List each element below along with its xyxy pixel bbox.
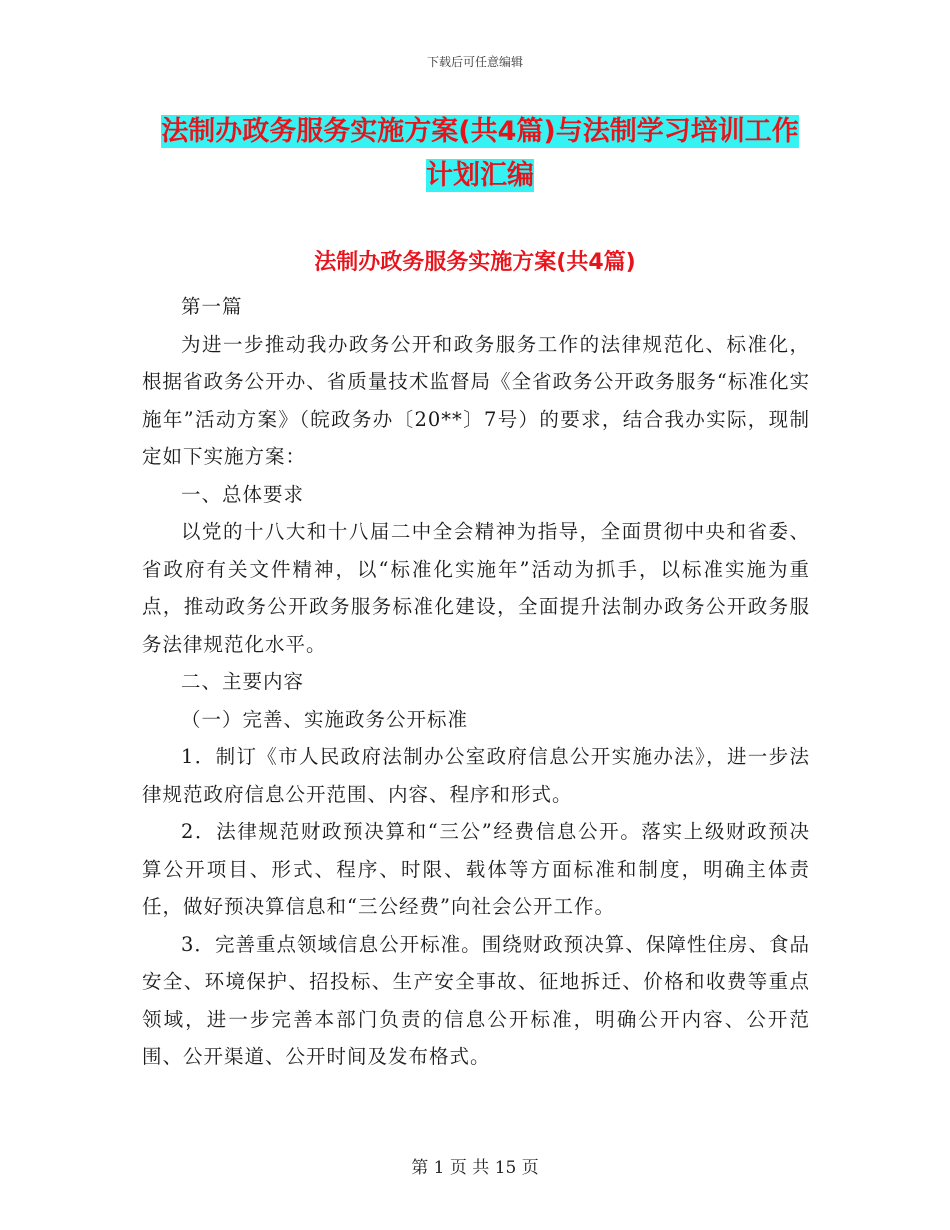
heading-overall-requirements: 一、总体要求 <box>181 482 305 506</box>
heading-main-content: 二、主要内容 <box>181 670 305 693</box>
section-title: 法制办政务服务实施方案(共4篇) <box>314 250 636 275</box>
document-body <box>142 288 810 1076</box>
heading-subsection-1: （一）完善、实施政务公开标准 <box>181 707 469 731</box>
page-number: 第 1 页 共 15 页 <box>411 1158 539 1178</box>
document-title-text: 法制办政务服务实施方案(共4篇)与法制学习培训工作计划汇编 <box>161 116 799 191</box>
page-header-note: 下载后可任意编辑 <box>426 55 523 69</box>
paragraph-intro: 为进一步推动我办政务公开和政务服务工作的法律规范化、标准化，根据省政务公开办、省质量技术监督局《全省政务公开政务服务“标准化实施年”活动方案》（皖政务办〔20**〕7号）的要求，结合我办实际，现制定如下实施方案： <box>142 332 810 468</box>
paragraph-item-3: 3．完善重点领域信息公开标准。围绕财政预决算、保障性住房、食品安全、环境保护、招投标、生产安全事故、征地拆迁、价格和收费等重点领域，进一步完善本部门负责的信息公开标准，明确公开内容、公开范围、公开渠道、公开时间及发布格式。 <box>142 932 810 1068</box>
document-title <box>150 110 810 198</box>
paragraph-overall-requirements: 以党的十八大和十八届二中全会精神为指导，全面贯彻中央和省委、省政府有关文件精神，以“标准化实施年”活动为抓手，以标准实施为重点，推动政务公开政务服务标准化建设，全面提升法制办政务公开政务服务法律规范化水平。 <box>142 520 810 656</box>
paragraph-item-1: 1．制订《市人民政府法制办公室政府信息公开实施办法》，进一步法律规范政府信息公开范围、内容、程序和形式。 <box>142 745 810 806</box>
paragraph-part-label: 第一篇 <box>181 295 243 318</box>
paragraph-item-2: 2．法律规范财政预决算和“三公”经费信息公开。落实上级财政预决算公开项目、形式、程序、时限、载体等方面标准和制度，明确主体责任，做好预决算信息和“三公经费”向社会公开工作。 <box>142 820 810 918</box>
